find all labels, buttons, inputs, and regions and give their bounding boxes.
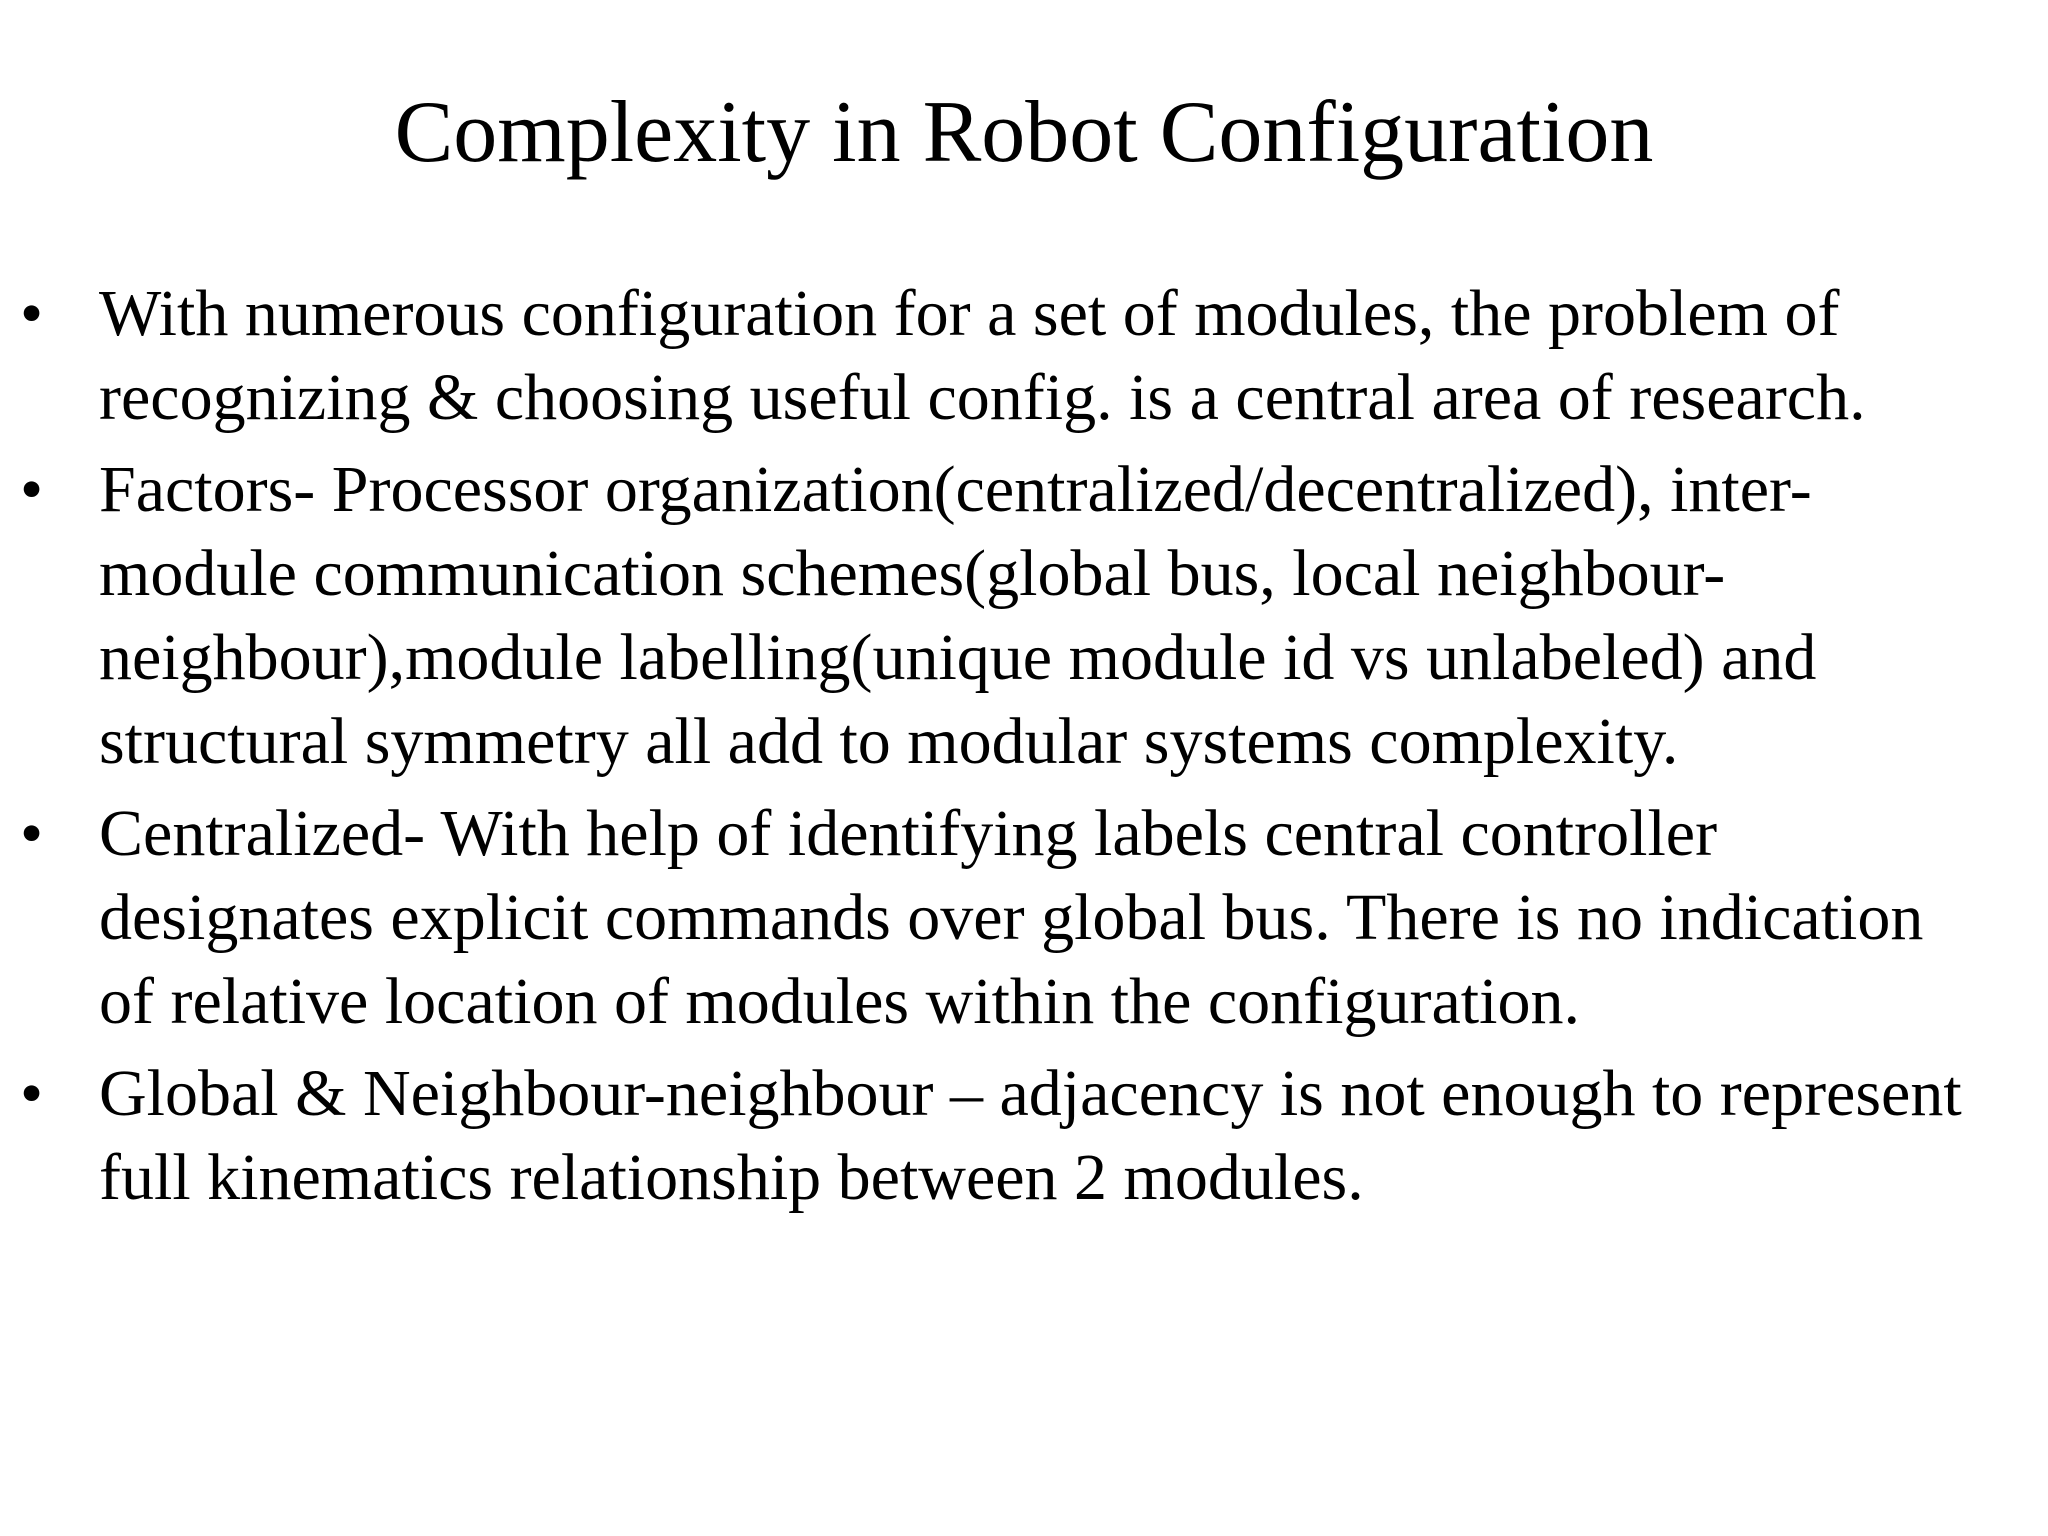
bullet-list — [20, 272, 2048, 1228]
bullet-item — [20, 792, 2048, 1044]
slide-title: Complexity in Robot Configuration — [394, 84, 1654, 181]
bullet-text-line: full kinematics relationship between 2 modules. — [99, 1141, 1364, 1214]
bullet-text-line: of relative location of modules within the configuration. — [99, 965, 1580, 1038]
bullet-item — [20, 448, 2048, 784]
bullet-item — [20, 1052, 2048, 1220]
bullet-text-line: Factors- Processor organization(centralized/decentralized), inter- — [99, 453, 1812, 526]
bullet-text-line: With numerous configuration for a set of modules, the problem of — [99, 277, 1840, 350]
bullet-marker: • — [20, 1057, 44, 1130]
bullet-text-line: designates explicit commands over global bus. There is no indication — [99, 881, 1924, 954]
bullet-text-line: Global & Neighbour-neighbour – adjacency is not enough to represent — [99, 1057, 1962, 1130]
bullet-text-line: Centralized- With help of identifying labels central controller — [99, 797, 1718, 870]
bullet-text-line: module communication schemes(global bus, local neighbour- — [99, 537, 1726, 610]
bullet-marker: • — [20, 453, 44, 526]
bullet-text-line: recognizing & choosing useful config. is a central area of research. — [99, 361, 1866, 434]
bullet-text-line: neighbour),module labelling(unique module id vs unlabeled) and — [99, 621, 1817, 694]
bullet-marker: • — [20, 797, 44, 870]
bullet-marker: • — [20, 277, 44, 350]
bullet-text-line: structural symmetry all add to modular systems complexity. — [99, 705, 1679, 778]
bullet-item — [20, 272, 2048, 440]
